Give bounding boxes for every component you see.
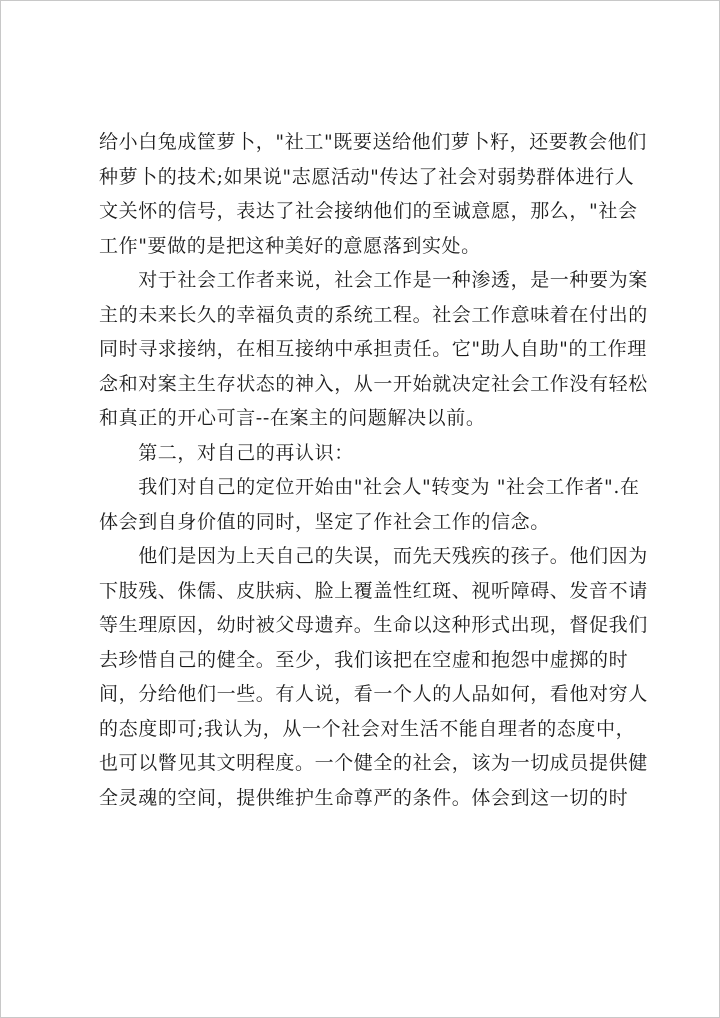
text-line: 我们对自己的定位开始由"社会人"转变为 "社会工作者".在 [99,476,640,498]
text-line: 下肢残、侏儒、皮肤病、脸上覆盖性红斑、视听障碍、发音不请 [99,579,648,602]
text-line: 去珍惜自己的健全。至少，我们该把在空虚和抱怨中虚掷的时 [99,648,629,671]
text-line: 种萝卜的技术;如果说"志愿活动"传达了社会对弱势群体进行人 [99,165,635,188]
text-line: 给小白兔成筐萝卜，"社工"既要送给他们萝卜籽，还要教会他们 [99,131,647,153]
text-line: 也可以瞥见其文明程度。一个健全的社会，该为一切成员提供健 [99,752,648,774]
text-line: 间，分给他们一些。有人说，看一个人的人品如何，看他对穷人 [99,683,648,705]
text-line: 文关怀的信号，表达了社会接纳他们的至诚意愿，那么，"社会 [99,200,638,222]
text-line: 工作"要做的是把这种美好的意愿落到实处。 [99,234,481,257]
text-line: 念和对案主生存状态的神入，从一开始就决定社会工作没有轻松 [99,372,648,395]
text-line: 的态度即可;我认为，从一个社会对生活不能自理者的态度中， [99,717,636,740]
text-line: 第二，对自己的再认识： [99,441,354,464]
text-line: 主的未来长久的幸福负责的系统工程。社会工作意味着在付出的 [99,303,648,326]
text-line: 体会到自身价值的同时，坚定了作社会工作的信念。 [99,510,550,533]
body-text [99,125,648,815]
text-line: 对于社会工作者来说，社会工作是一种渗透，是一种要为案 [99,269,648,291]
text-line: 等生理原因，幼时被父母遗弃。生命以这种形式出现，督促我们 [99,614,648,636]
text-line: 全灵魂的空间，提供维护生命尊严的条件。体会到这一切的时 [99,786,629,809]
text-line: 同时寻求接纳，在相互接纳中承担责任。它"助人自助"的工作理 [99,338,647,360]
text-line: 和真正的开心可言--在案主的问题解决以前。 [99,407,486,429]
text-line: 他们是因为上天自己的失误，而先天残疾的孩子。他们因为 [99,545,648,567]
